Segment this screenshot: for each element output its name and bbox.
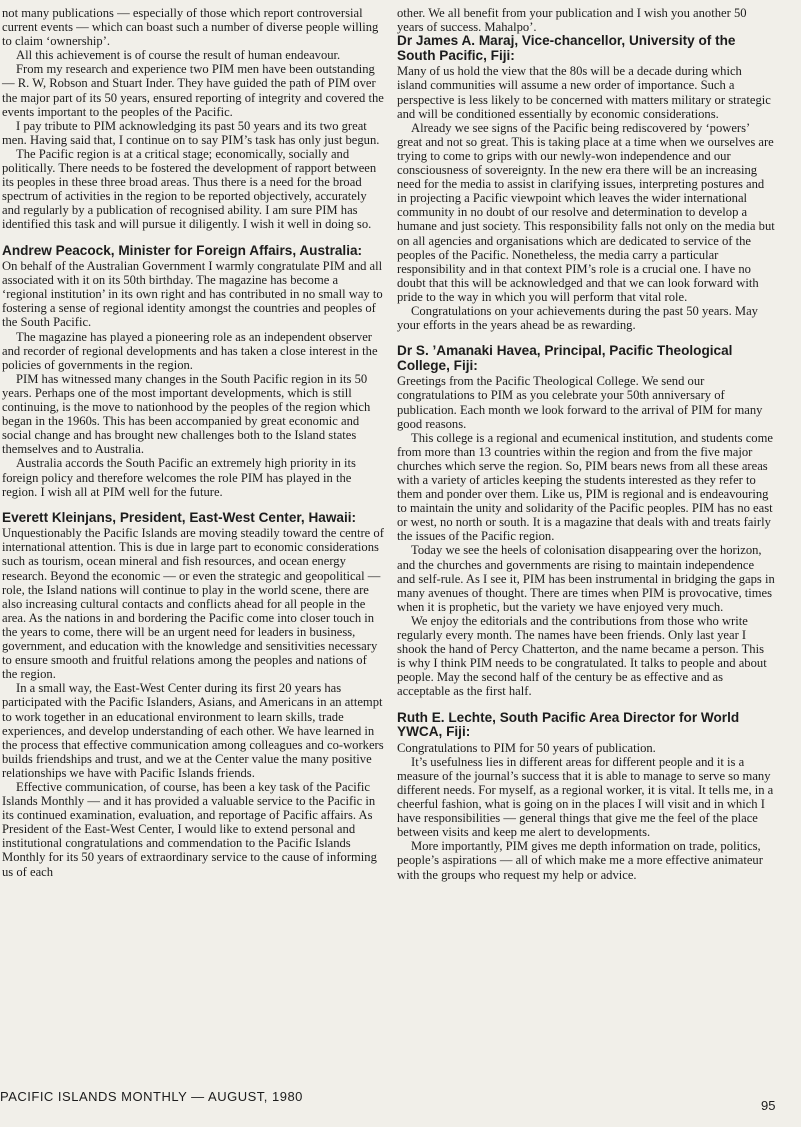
paragraph: From my research and experience two PIM men have been outstanding — R. W, Robson and Stuart Inder. They have guided the path of PIM over the major part of its 50 years, ensured reporting of integrity and covered the events important to the peoples of the Pacific. xyxy=(2,62,384,119)
paragraph: More importantly, PIM gives me depth information on trade, politics, people’s aspirations — all of which make me a more effective animateur with the groups who request my help or advice. xyxy=(397,839,763,882)
left-column xyxy=(0,6,385,879)
paragraph: not many publications — especially of those which report controversial current events — which can boast such a number of diverse people willing to claim ‘ownership’. xyxy=(2,6,379,49)
right-column xyxy=(397,6,775,882)
paragraph: Congratulations on your achievements during the past 50 years. May your efforts in the years ahead be as rewarding. xyxy=(397,303,758,333)
paragraph: All this achievement is of course the result of human endeavour. xyxy=(16,48,341,63)
paragraph: In a small way, the East-West Center during its first 20 years has participated with the Pacific Islanders, Asians, and Americans in an attempt to work together in an educational environment to learn skills, trade experiences, and develop understanding of each other. We have learned in the process that effective communication among colleagues and co-workers builds friendships and trust, and we at the Center value the many positive relationships we have with Pacific Islands friends. xyxy=(2,681,384,780)
section-heading-peacock: Andrew Peacock, Minister for Foreign Affairs, Australia: xyxy=(2,242,363,258)
paragraph: Already we see signs of the Pacific being rediscovered by ‘powers’ great and not so great. This is taking place at a time when we ourselves are trying to come to grips with our newly-won independence and our consciousness of sovereignty. In the new era there will be an increasing need for the media to assist in clarifying issues, interpreting postures and in projecting a Pacific viewpoint which leaves the wider international community in no doubt of our resolve and determination to develop a humane and just society. This responsibility falls not only on the media but on all agencies and organisations which are dedicated to service of the peoples of the Pacific. Nonetheless, the media carry a particular responsibility and in that context PIM’s role is a crucial one. I have no doubt that this will be acknowledged and that we can look forward with pride to the way in which you will perform that vital role. xyxy=(397,120,775,304)
paragraph: It’s usefulness lies in different areas for different people and it is a measure of the journal’s success that it is able to manage to serve so many different needs. For myself, as a regional worker, it is vital. It tells me, in a cheerful fashion, what is going on in the places I will visit and in which I have responsibilities — general things that give me the feel of the place between visits and keep me alert to developments. xyxy=(397,754,774,840)
section-heading-havea: Dr S. ’Amanaki Havea, Principal, Pacific Theological College, Fiji: xyxy=(397,343,733,373)
section-heading-kleinjans: Everett Kleinjans, President, East-West Center, Hawaii: xyxy=(2,509,357,525)
paragraph: Today we see the heels of colonisation disappearing over the horizon, and the churches and governments are rising to maintain independence and self-rule. As I see it, PIM has been instrumental in bridging the gaps in many avenues of thought. There are times when PIM is provocative, times when it is prophetic, but the variety we have enjoyed very much. xyxy=(397,543,775,614)
paragraph: PIM has witnessed many changes in the South Pacific region in its 50 years. Perhaps one of the most important developments, which is still continuing, is the move to nationhood by the peoples of the region which began in the 1960s. This has been accompanied by great economic and social change and has brought new challenges both to the Island states themselves and to Australia. xyxy=(2,371,371,457)
paragraph: Many of us hold the view that the 80s will be a decade during which island communities will assume a new order of importance. Such a perspective is less likely to be concerned with matters military or strategic and will be conditioned essentially by economic considerations. xyxy=(397,64,771,121)
publication-footer: PACIFIC ISLANDS MONTHLY — AUGUST, 1980 xyxy=(0,1089,303,1104)
paragraph: Unquestionably the Pacific Islands are moving steadily toward the centre of international attention. This is due in large part to economic considerations such as tourism, ocean mineral and fish resources, and ocean energy research. Beyond the economic — or even the strategic and geopolitical — role, the Island nations will continue to play in the world scene, there are also increasing cultural contacts and conflicts ahead for all people in the area. As the nations in and bordering the Pacific come into closer touch in the years to come, there will be an urgent need for leaders in business, government, and education with the knowledge and sensitivities necessary to ensure smooth and fruitful relations among the peoples and nations of the region. xyxy=(2,526,384,682)
paragraph: other. We all benefit from your publication and I wish you another 50 years of success. Mahalpo’. xyxy=(397,6,747,35)
paragraph: Congratulations to PIM for 50 years of publication. xyxy=(397,740,656,755)
paragraph: On behalf of the Australian Government I warmly congratulate PIM and all associated with it on its 50th birthday. The magazine has become a ‘regional institution’ in its own right and has contributed in no small way to fostering a sense of regional identity amongst the countries and peoples of the South Pacific. xyxy=(2,259,383,330)
paragraph: Effective communication, of course, has been a key task of the Pacific Islands Monthly — and it has provided a valuable service to the Pacific in its continued examination, evaluation, and reportage of Pacific affairs. As President of the East-West Center, I would like to extend personal and institutional congratulations and commendation to the Pacific Islands Monthly for its 50 years of extraordinary service to the cause of informing us of each xyxy=(2,779,377,879)
paragraph: The Pacific region is at a critical stage; economically, socially and politically. There needs to be fostered the development of rapport between its peoples in these three broad areas. Thus there is a need for the broad spectrum of activities in the region to be reported objectively, accurately and regularly by a publication of recognised ability. I am sure PIM has identified this task and will pursue it diligently. I wish it well in doing so. xyxy=(2,146,377,232)
paragraph: The magazine has played a pioneering role as an independent observer and recorder of regional developments and has taken a close interest in the policies of governments in the region. xyxy=(2,329,378,372)
paragraph: This college is a regional and ecumenical institution, and students come from more than 13 countries within the region and from the five major churches which serve the region. So, PIM bears news from all these areas with a variety of articles keeping the students interested as they refer to them and ponder over them. Like us, PIM is regional and is endeavouring to maintain the unity and solidarity of the Pacific peoples. PIM has no east or west, no north or south. It is a magazine that deals with and treats fairly the issues of the Pacific region. xyxy=(397,430,773,544)
paragraph: Australia accords the South Pacific an extremely high priority in its foreign policy and therefore welcomes the role PIM has played in the region. I wish all at PIM well for the future. xyxy=(2,456,356,499)
section-heading-lechte: Ruth E. Lechte, South Pacific Area Director for World YWCA, Fiji: xyxy=(397,709,740,740)
page-number: 95 xyxy=(761,1098,776,1113)
paragraph: I pay tribute to PIM acknowledging its past 50 years and its two great men. Having said that, I continue on to say PIM’s task has only just begun. xyxy=(2,118,380,147)
paragraph: Greetings from the Pacific Theological College. We send our congratulations to PIM as you celebrate your 50th anniversary of publication. Each month we look forward to the arrival of PIM for many good reasons. xyxy=(397,374,763,431)
section-heading-maraj: Dr James A. Maraj, Vice-chancellor, University of the South Pacific, Fiji: xyxy=(397,33,736,63)
paragraph: We enjoy the editorials and the contributions from those who write regularly every month. The names have been friends. Only last year I shook the hand of Percy Chatterton, and the name became a person. This is why I think PIM needs to be congratulated. It talks to people and about people. May the second half of the century be as effective and as acceptable as the first half. xyxy=(397,613,767,699)
